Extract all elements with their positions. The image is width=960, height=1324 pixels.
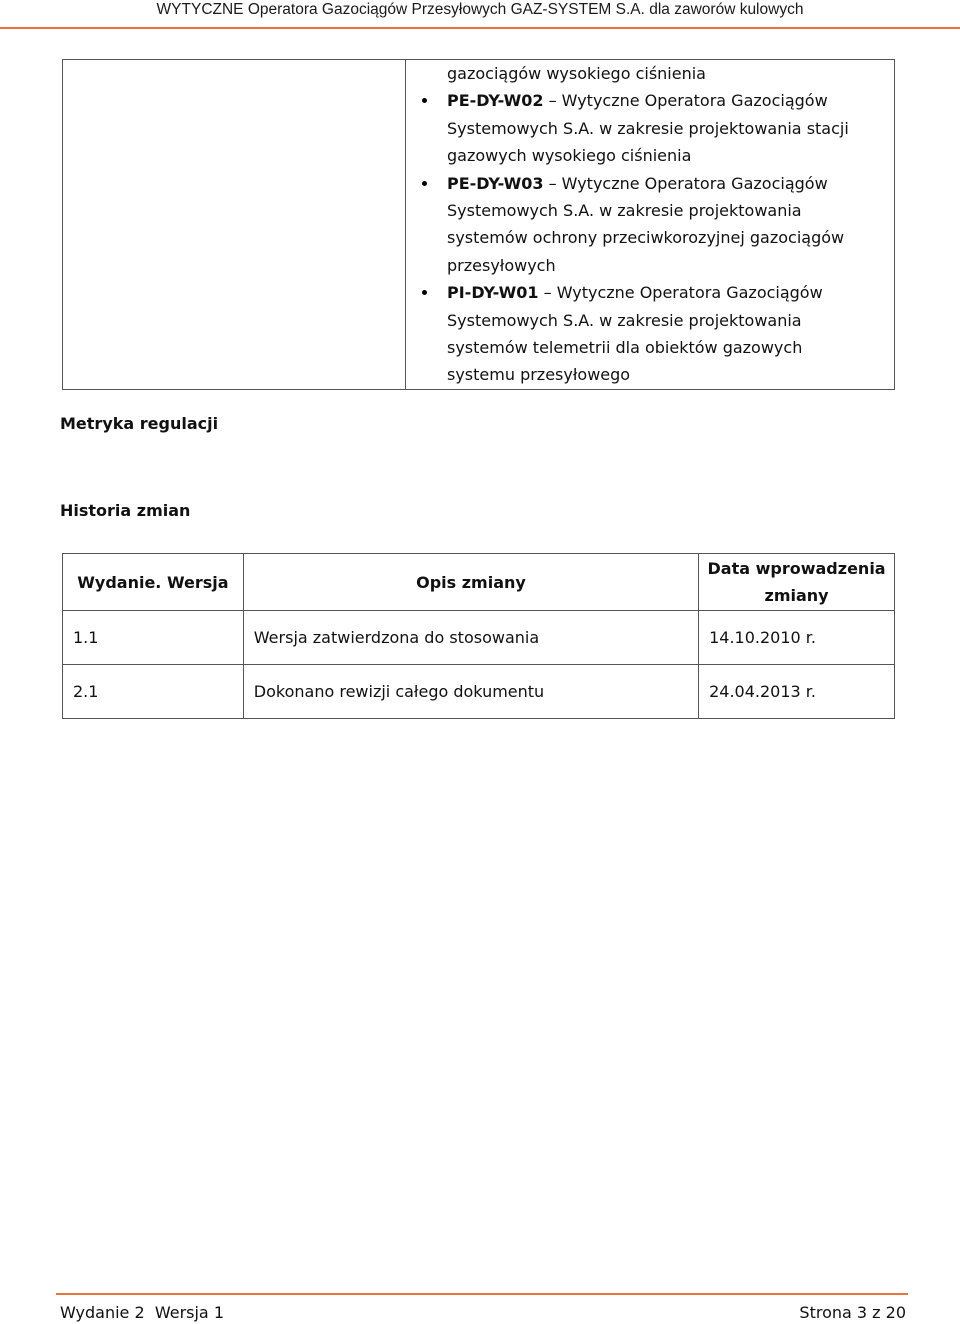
cell-description: Wersja zatwierdzona do stosowania: [243, 611, 698, 665]
footer-page-number: Strona 3 z 20: [799, 1303, 906, 1322]
list-item: [447, 279, 887, 306]
list-item: [447, 142, 887, 169]
list-item: [447, 60, 887, 87]
list-item-text: Systemowych S.A. w zakresie projektowania: [447, 200, 802, 220]
header-date: [699, 554, 895, 611]
header-description: Opis zmiany: [243, 554, 698, 611]
cell-version: 2.1: [63, 665, 244, 719]
list-item-text: przesyłowych: [447, 255, 556, 275]
document-code: PE-DY-W03: [447, 173, 544, 193]
list-item-text: gazowych wysokiego ciśnienia: [447, 146, 692, 166]
bullet-icon: [422, 181, 427, 186]
referenced-documents-table: [62, 59, 895, 390]
list-item: [447, 307, 887, 334]
list-item-text: – Wytyczne Operatora Gazociągów: [543, 173, 828, 193]
list-item-text: – Wytyczne Operatora Gazociągów: [538, 283, 823, 303]
section-heading-historia: Historia zmian: [60, 501, 191, 520]
list-item-text: systemu przesyłowego: [447, 365, 631, 385]
section-heading-metryka: Metryka regulacji: [60, 414, 219, 433]
document-code: PE-DY-W02: [447, 91, 544, 111]
cell-date: 14.10.2010 r.: [699, 611, 895, 665]
document-header-title: WYTYCZNE Operatora Gazociągów Przesyłowych GAZ-SYSTEM S.A. dla zaworów kulowych: [156, 1, 804, 18]
list-item-text: gazociągów wysokiego ciśnienia: [447, 64, 706, 83]
table-column-divider: [405, 60, 406, 389]
list-item: [447, 224, 887, 251]
document-code: PI-DY-W01: [447, 283, 539, 303]
header-rule: [0, 27, 960, 29]
header-date-line2: zmiany: [764, 586, 829, 605]
list-item-text: Systemowych S.A. w zakresie projektowania stacji: [447, 118, 849, 138]
cell-date: 24.04.2013 r.: [699, 665, 895, 719]
change-history-table: [62, 553, 895, 719]
list-item: [447, 87, 887, 114]
list-item-text: systemów ochrony przeciwkorozyjnej gazociągów: [447, 228, 845, 248]
list-item: [447, 115, 887, 142]
list-item: [447, 170, 887, 197]
table-row: [63, 611, 895, 665]
footer-rule: [56, 1293, 908, 1295]
list-item: [447, 334, 887, 361]
list-item-text: – Wytyczne Operatora Gazociągów: [543, 91, 828, 111]
list-item: [447, 197, 887, 224]
footer-edition: Wydanie 2 Wersja 1: [60, 1303, 224, 1322]
table-header-row: [63, 554, 895, 611]
list-item: [447, 252, 887, 279]
list-item: [447, 361, 887, 388]
list-item-text: systemów telemetrii dla obiektów gazowych: [447, 337, 803, 357]
header-version: Wydanie. Wersja: [63, 554, 244, 611]
header-date-line1: Data wprowadzenia: [707, 559, 886, 578]
bullet-icon: [422, 98, 427, 103]
cell-description: Dokonano rewizji całego dokumentu: [243, 665, 698, 719]
cell-version: 1.1: [63, 611, 244, 665]
list-item-text: Systemowych S.A. w zakresie projektowania: [447, 310, 802, 330]
referenced-documents-list: [447, 60, 887, 389]
table-row: [63, 665, 895, 719]
bullet-icon: [422, 290, 427, 295]
